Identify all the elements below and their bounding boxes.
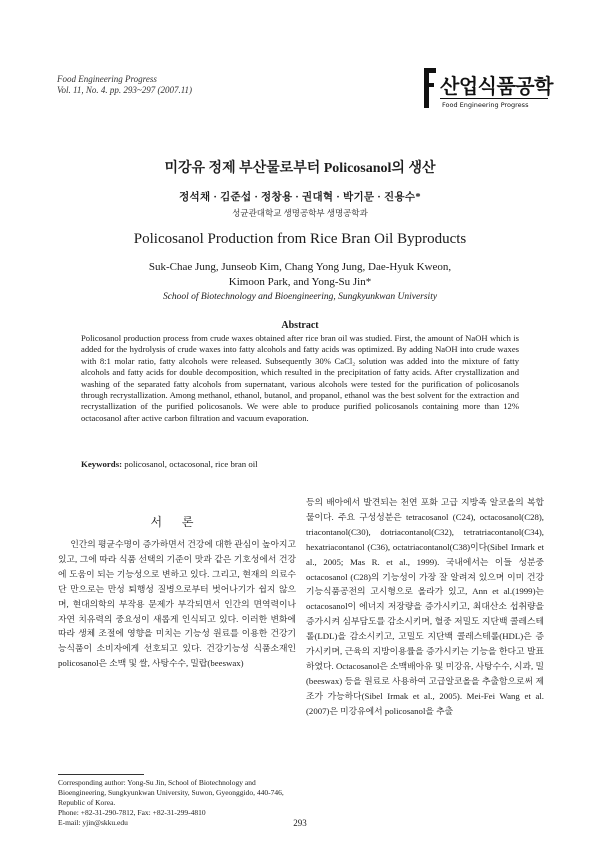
footnote-email: E-mail: yjin@skku.edu	[58, 818, 128, 827]
journal-logo	[424, 64, 553, 124]
journal-name: Food Engineering Progress	[57, 74, 157, 84]
logo-english-text: Food Engineering Progress	[442, 101, 529, 109]
intro-right-column: 등의 배아에서 발견되는 천연 포화 고급 지방족 알코올의 복합물이다. 주요 구성성분은 tetracosanol (C24), octacosanol(C28), triacontanol(C30), dotriacontanol(C32), tetratriacontanol(C34), hexatriacontanol (C36), octatriacontanol(C38)이다(Sibel Irmark et al., 2005; Mas R. et al., 1999). 국내에서는 이들 성분중 octacosanol (C28)의 기능성이 가장 잘 알려져 있으며 이미 건강기능식품공전의 고시형으로 올라가 있고, Ann et al.(1999)는 octacosanol이 에너지 저장량을 증가시키고, 최대산소 섭취량을 증가시켜 심부담도를 감소시키며, 혈중 저밀도 지단백 콜레스테롤(LDL)을 감소시키고, 고밀도 지단백 콜레스테롤(HDL)은 증가시키며, 근육의 지방이용률을 증가시키는 기능을 한다고 발표하였다. Octacosanol은 소맥배아유 및 미강유, 사탕수수, 시과, 밀(beeswax) 등을 원료로 사용하여 고급알코올을 추출함으로써 제조가 가능하다(Sibel Irmak et al., 2005). Mei-Fei Wang et al.(2007)은 미강유에서 policosanol을 추출	[306, 497, 544, 716]
authors-english	[0, 260, 600, 290]
abstract-body: Policosanol production process from crude waxes obtained after rice bran oil was studied. First, the amount of NaOH which is added for the hydrolysis of crude waxes into fatty alcohols and fatty acids was optimized. By adding NaOH into crude waxes with 8:1 molar ratio, fatty alcohols were released. Subsequently 30% CaCl₂ solution was added into the mixture of fatty alcohols and fatty acids for double decomposition, which resulted in the precipitation of fatty acids. After crystallization and washing of the separated fatty alcohols from supernatant, various alcohols were tested for the purification of policosanols through recrystallization. Among methanol, ethanol, butanol, and propanol, ethanol was the best solvent for the extraction and recrystallization of the purified policosanols. We were able to produce purified policosanols containing more than 12% octacosanol after active carbon filtration and vacuum evaporation.	[81, 333, 519, 423]
journal-volume: Vol. 11, No. 4. pp. 293~297 (2007.11)	[57, 85, 193, 95]
logo-korean-text: 산업식품공학	[440, 74, 553, 98]
footnote-phone: Phone: +82-31-290-7812, Fax: +82-31-299-4810	[58, 808, 206, 817]
intro-left-column: 인간의 평균수명이 증가하면서 건강에 대한 관심이 높아지고 있고, 그에 따라 식품 선택의 기준이 맛과 같은 기호성에서 건강에 도움이 되는 기능성으로 변하고 있다. 그리고, 현재의 의료수단 만으로는 만성 퇴행성 질병으로부터 벗어나기가 쉽지 않으며, 현대의학의 부작용 문제가 부각되면서 인간의 면역력이나 자연 치유력의 중요성이 새롭게 인식되고 있다. 이러한 변화에 따라 생체 조절에 영향을 미치는 기능성 원료를 이용한 건강기능식품이 소비자에게 선호되고 있다. 건강기능성 식품소재인 policosanol은 소맥 및 쌀, 사탕수수, 밀랍(beeswax)	[58, 539, 296, 669]
affiliation-korean: 성균관대학교 생명공학부 생명공학과	[232, 208, 368, 218]
logo-divider	[440, 98, 548, 99]
authors-korean: 정석채 · 김준섭 · 정창용 · 권대혁 · 박기문 · 진용수*	[179, 192, 421, 203]
section-heading-introduction: 서 론	[150, 515, 202, 529]
authors-english-line1: Suk-Chae Jung, Junseob Kim, Chang Yong Jung, Dae-Hyuk Kweon,	[148, 261, 452, 273]
footnote-author: Corresponding author: Yong-Su Jin, School of Biotechnology and Bioengineering, Sungkyunkwan University, Suwon, Gyeonggido, 440-746, Republic of Korea.	[58, 778, 284, 807]
title-english: Policosanol Production from Rice Bran Oil Byproducts	[133, 231, 467, 247]
authors-english-line2: Kimoon Park, and Yong-Su Jin*	[228, 276, 372, 288]
footnote-divider	[58, 774, 144, 775]
logo-mark-icon	[424, 68, 436, 108]
affiliation-english: School of Biotechnology and Bioengineering, Sungkyunkwan University	[162, 292, 438, 302]
keywords-label: Keywords:	[81, 459, 123, 469]
journal-header	[57, 74, 192, 96]
title-korean: 미강유 정제 부산물로부터 Policosanol의 생산	[164, 161, 436, 176]
abstract-heading: Abstract	[281, 320, 319, 331]
keywords	[81, 459, 519, 469]
keywords-list: policosanol, octacosonal, rice bran oil	[122, 459, 258, 469]
page-number: 293	[293, 818, 307, 828]
